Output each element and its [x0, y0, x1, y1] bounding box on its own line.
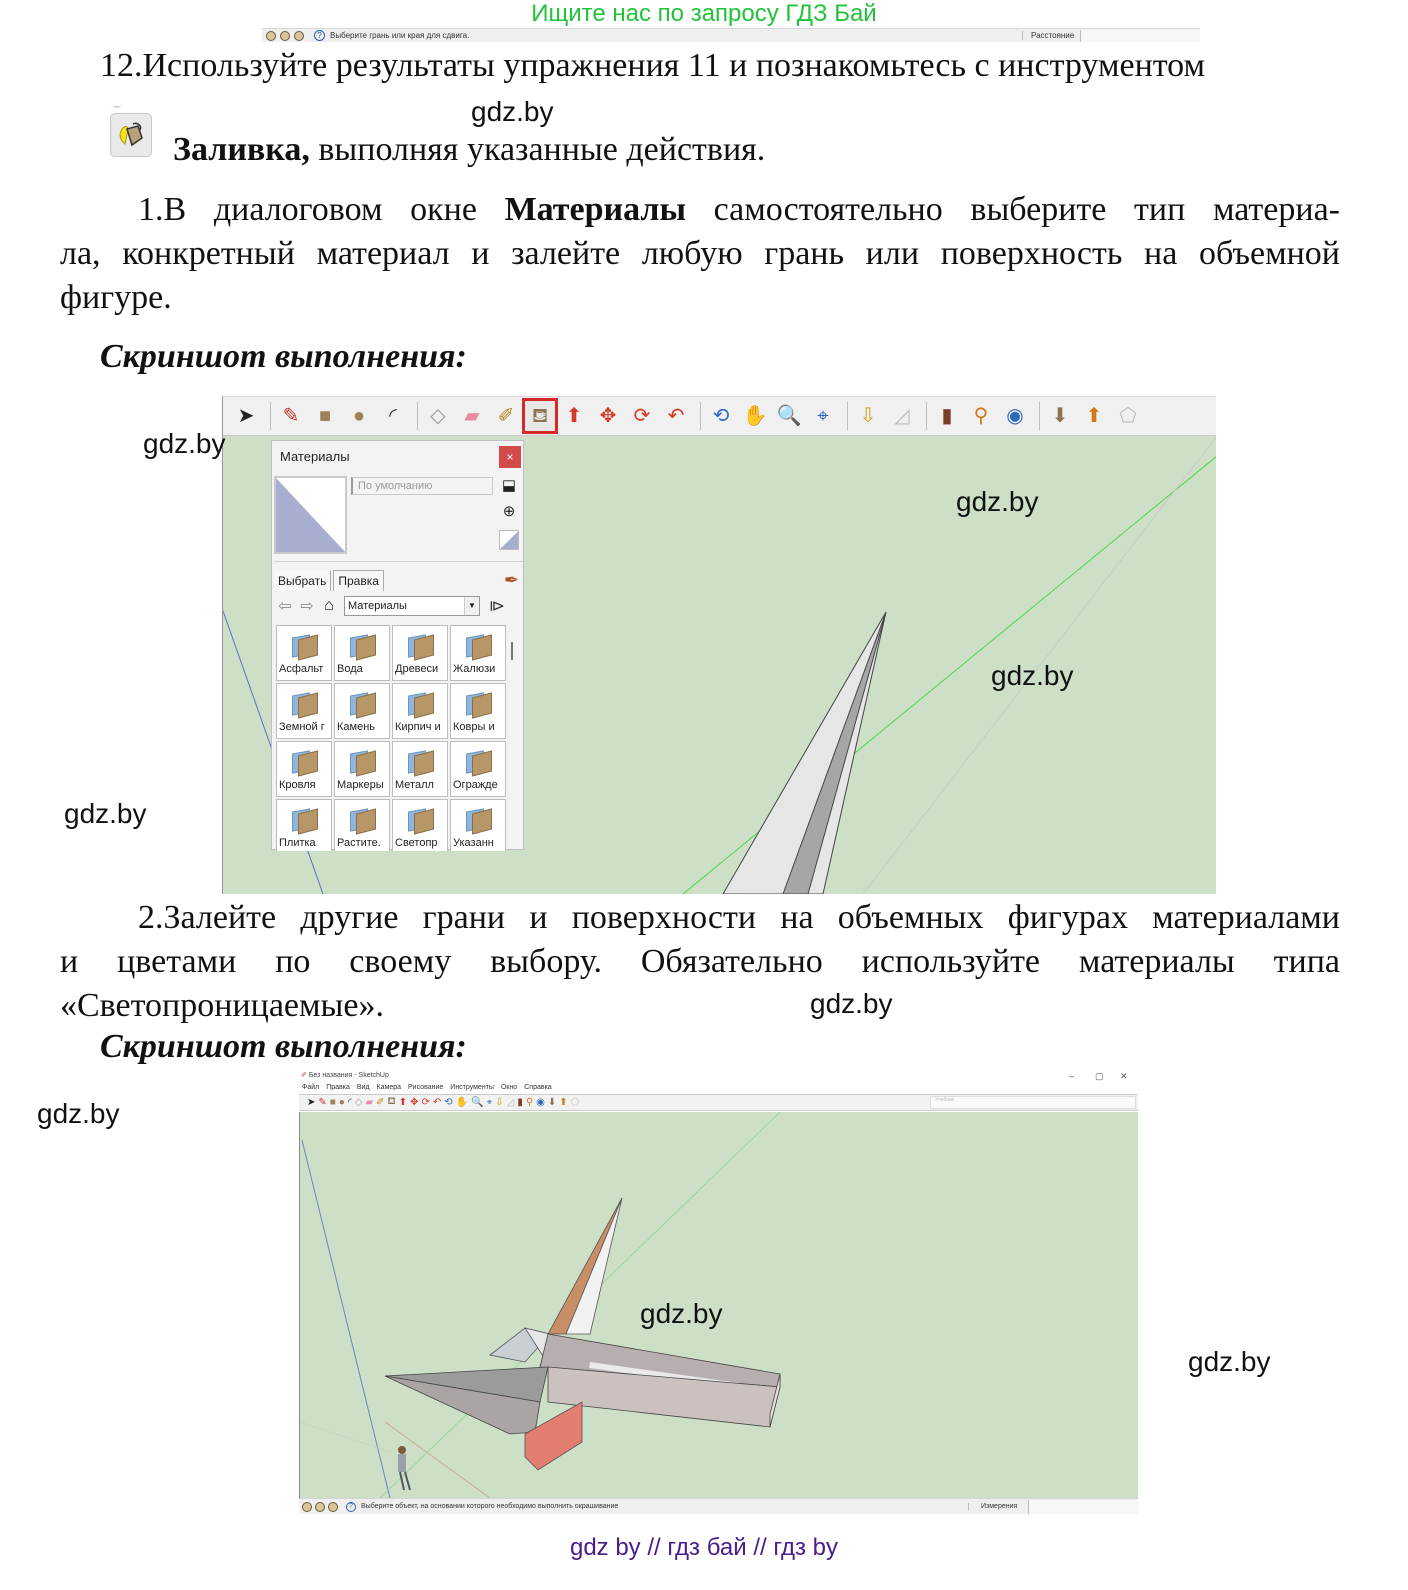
pan-icon[interactable]: ✋: [455, 1097, 469, 1108]
rotate-icon[interactable]: ⟳: [421, 1097, 430, 1108]
push-pull-icon[interactable]: ⬆: [398, 1097, 408, 1108]
home-icon[interactable]: ⌂: [324, 597, 334, 614]
make-component-tool-button[interactable]: [423, 401, 453, 431]
material-folder-label: Земной г: [279, 721, 325, 733]
library-select-value: Материалы: [348, 600, 407, 612]
material-folder[interactable]: [450, 683, 506, 739]
pencil-icon: ✎: [282, 405, 300, 427]
previous-status-bar: [262, 28, 1200, 42]
move-icon[interactable]: ✥: [410, 1097, 419, 1108]
window-title: [301, 1071, 389, 1079]
watermark: gdz.by: [471, 96, 554, 127]
material-folder-label: Асфальт: [279, 663, 324, 675]
folder-icon: [350, 810, 376, 832]
material-folder-label: Указанн: [453, 837, 494, 849]
offset-tool-button[interactable]: [661, 401, 691, 431]
folder-icon: [408, 810, 434, 832]
watermark: gdz.by: [991, 660, 1074, 691]
material-folder[interactable]: [392, 741, 448, 797]
tab-select[interactable]: Выбрать: [274, 571, 331, 591]
circle-tool-button[interactable]: [344, 401, 374, 431]
zoom-icon[interactable]: 🔍: [471, 1097, 484, 1108]
step1-line2: ла, конкретный материал и залейте любую грань или поверхность на объемной: [60, 235, 1340, 272]
chevron-down-icon[interactable]: ▼: [464, 597, 479, 615]
material-folder[interactable]: [450, 625, 506, 681]
materials-tabs: [274, 561, 523, 591]
status-message: Выберите объект, на основании которого необходимо выполнить окрашивание: [361, 1503, 619, 1510]
material-folder[interactable]: [450, 799, 506, 851]
offset-icon: ↶: [667, 405, 685, 427]
credits-icon: [315, 1502, 325, 1512]
watermark: gdz.by: [1188, 1346, 1271, 1377]
measurement-label: Измерения: [968, 1503, 1028, 1510]
material-folder-label: Маркеры: [337, 779, 384, 791]
zoom-icon: 🔍: [776, 405, 802, 427]
select-tool-button[interactable]: [231, 401, 261, 431]
toolbar-separator: [1039, 402, 1040, 430]
step2-line3: «Светопроницаемые».: [60, 987, 384, 1024]
google-earth-icon[interactable]: ◉: [536, 1097, 545, 1108]
material-preview: [274, 476, 347, 554]
3d-warehouse-icon[interactable]: ▮: [517, 1097, 523, 1108]
material-name-field[interactable]: По умолчанию: [351, 477, 493, 495]
material-folder-label: Ковры и: [453, 721, 495, 733]
material-folder[interactable]: [450, 741, 506, 797]
material-folder-label: Плитка: [279, 837, 316, 849]
material-folder[interactable]: [334, 683, 390, 739]
menu-bar: [302, 1084, 552, 1091]
step1-line1: [60, 188, 1340, 232]
share-model-icon[interactable]: ⬆: [559, 1097, 568, 1108]
rectangle-icon[interactable]: ■: [329, 1097, 336, 1108]
forward-arrow-icon[interactable]: ⇨: [300, 598, 314, 615]
step2-line1: 2.Залейте другие грани и поверхности на объемных фигурах материалами: [138, 899, 1340, 936]
back-arrow-icon[interactable]: ⇦: [278, 598, 292, 615]
geo-location-icon: [266, 31, 276, 41]
material-folder-label: Камень: [337, 721, 376, 733]
push-pull-tool-button[interactable]: [559, 401, 589, 431]
status-bar: [299, 1498, 1138, 1514]
step1-rest: самостоятельно выберите тип материа-: [686, 191, 1340, 228]
3d-warehouse-tool-button[interactable]: [932, 401, 962, 431]
sketchup-screenshot-2: [299, 1070, 1138, 1514]
material-folder[interactable]: [276, 799, 332, 851]
folder-icon: [408, 636, 434, 658]
arc-tool-button[interactable]: [378, 401, 408, 431]
materials-nav: [274, 593, 523, 619]
orbit-icon: ⟲: [712, 405, 730, 427]
help-icon: ?: [346, 1502, 356, 1512]
orbit-tool-button[interactable]: [706, 401, 736, 431]
material-folder-label: Светопр: [395, 837, 438, 849]
menu-item[interactable]: Правка: [326, 1084, 350, 1091]
offset-icon[interactable]: ↶: [432, 1097, 442, 1108]
material-folder[interactable]: [276, 683, 332, 739]
eraser-icon: ▰: [464, 405, 480, 427]
get-photo-texture-icon[interactable]: ⚲: [525, 1097, 534, 1108]
scrollbar[interactable]: [506, 624, 518, 849]
pan-icon: ✋: [742, 405, 768, 427]
zoom-tool-button[interactable]: [774, 401, 804, 431]
material-folder-label: Древеси: [395, 663, 439, 675]
folder-icon: [466, 752, 492, 774]
step2-line2: и цветами по своему выбору. Обязательно используйте материалы типа: [60, 943, 1340, 980]
materials-folder-grid: [275, 624, 507, 851]
arc-icon[interactable]: ◜: [347, 1097, 352, 1108]
toggle-terrain-icon[interactable]: ◿: [506, 1097, 515, 1108]
pencil-icon[interactable]: ✎: [318, 1097, 327, 1108]
add-location-tool-button[interactable]: [853, 401, 883, 431]
close-window-button[interactable]: ✕: [1120, 1071, 1128, 1081]
material-folder-label: Жалюзи: [453, 663, 496, 675]
materials-panel: [271, 440, 524, 850]
measurement-label: Расстояние: [1022, 31, 1080, 40]
menu-item[interactable]: Инструменты: [450, 1084, 494, 1091]
close-button[interactable]: ×: [499, 446, 521, 468]
tab-edit[interactable]: Правка: [333, 570, 384, 591]
folder-icon: [466, 694, 492, 716]
material-folder[interactable]: [334, 799, 390, 851]
rectangle-icon: ■: [318, 405, 332, 427]
material-folder[interactable]: [334, 741, 390, 797]
folder-icon: [350, 752, 376, 774]
menu-item[interactable]: Окно: [500, 1084, 518, 1091]
footer-watermark: gdz by // гдз бай // гдз by: [569, 1534, 839, 1561]
create-material-icon[interactable]: ⊕: [502, 503, 516, 520]
folder-icon: [350, 694, 376, 716]
material-folder[interactable]: [276, 741, 332, 797]
watermark: gdz.by: [810, 988, 893, 1019]
tape-measure-icon[interactable]: ✐: [376, 1097, 385, 1108]
share-model-icon: ⬆: [1085, 405, 1103, 427]
sketchup-logo-icon: ✐: [301, 1072, 307, 1079]
extension-warehouse-tool-button[interactable]: [1113, 401, 1143, 431]
pan-tool-button[interactable]: [740, 401, 770, 431]
tape-measure-tool-button[interactable]: [491, 401, 521, 431]
material-folder-label: Кровля: [279, 779, 316, 791]
menu-item[interactable]: Справка: [524, 1084, 552, 1091]
toolbar-separator: [270, 402, 271, 430]
rotate-icon: ⟳: [633, 405, 651, 427]
sketchup-screenshot-1: [222, 396, 1216, 894]
paint-bucket-icon: ⛾: [531, 405, 549, 427]
material-folder-label: Растите.: [337, 837, 381, 849]
push-pull-icon: ⬆: [565, 405, 583, 427]
select-icon[interactable]: ➤: [307, 1097, 316, 1108]
material-folder[interactable]: [392, 799, 448, 851]
make-component-icon[interactable]: ◇: [354, 1097, 363, 1108]
material-folder-label: Вода: [337, 663, 363, 675]
tool-line: [173, 128, 765, 172]
extension-warehouse-icon: ⬠: [1119, 405, 1137, 427]
paint-bucket-icon[interactable]: ⛾: [387, 1096, 396, 1107]
library-select[interactable]: [344, 596, 480, 616]
toolbar-separator: [700, 402, 701, 430]
window-title-text: Без названия - SketchUp: [308, 1072, 389, 1079]
add-location-icon: ⇩: [859, 405, 877, 427]
material-folder[interactable]: [392, 625, 448, 681]
tool-icon-fragment: [113, 102, 121, 108]
google-earth-tool-button[interactable]: [1000, 401, 1030, 431]
circle-icon: ●: [352, 405, 366, 427]
material-folder-label: Металл: [395, 779, 434, 791]
move-icon: ✥: [599, 405, 617, 427]
watermark: gdz.by: [64, 798, 147, 829]
menu-item[interactable]: Файл: [302, 1084, 320, 1091]
step1-prefix: 1.В диалоговом окне: [138, 191, 505, 228]
menu-item[interactable]: Камера: [376, 1084, 402, 1091]
get-photo-texture-icon: ⚲: [973, 405, 989, 427]
step1-line3: фигуре.: [60, 279, 172, 316]
maximize-button[interactable]: ▢: [1095, 1071, 1104, 1081]
circle-icon[interactable]: ●: [338, 1097, 345, 1108]
user-icon: [294, 31, 304, 41]
paint-bucket-icon: [110, 113, 152, 157]
details-icon[interactable]: ⧐: [489, 598, 505, 615]
measurement-box[interactable]: [1080, 30, 1200, 42]
menu-item[interactable]: Вид: [356, 1084, 370, 1091]
add-location-icon[interactable]: ⇩: [495, 1097, 504, 1108]
folder-icon: [466, 636, 492, 658]
rotate-tool-button[interactable]: [627, 401, 657, 431]
screenshot-heading-2: Скриншот выполнения:: [100, 1028, 467, 1065]
3d-warehouse-icon: ▮: [941, 405, 953, 427]
eraser-icon[interactable]: ▰: [365, 1097, 374, 1108]
material-folder[interactable]: [392, 683, 448, 739]
menu-item[interactable]: Рисование: [408, 1084, 444, 1091]
folder-icon: [408, 694, 434, 716]
search-field[interactable]: Учебник: [930, 1096, 1136, 1109]
status-message: Выберите грань или края для сдвига.: [330, 31, 470, 40]
screenshot-heading-1: Скриншот выполнения:: [100, 338, 467, 375]
folder-icon: [466, 810, 492, 832]
folder-icon: [292, 752, 318, 774]
get-models-icon: ⬇: [1051, 405, 1069, 427]
rectangle-tool-button[interactable]: [310, 401, 340, 431]
zoom-extents-icon: ⌖: [817, 405, 829, 427]
select-icon: ➤: [237, 405, 255, 427]
measurement-box[interactable]: [1028, 1500, 1138, 1514]
paint-bucket-tool-button[interactable]: [525, 401, 555, 431]
toggle-terrain-icon: ◿: [894, 405, 910, 427]
step1-bold: Материалы: [504, 191, 687, 228]
folder-icon: [292, 694, 318, 716]
material-folder[interactable]: [276, 625, 332, 681]
watermark: gdz.by: [640, 1298, 723, 1329]
help-icon: ?: [314, 30, 325, 41]
search-banner: Ищите нас по запросу ГДЗ Бай: [531, 0, 877, 27]
geo-location-icon: [302, 1502, 312, 1512]
toolbar-separator: [417, 402, 418, 430]
user-icon: [328, 1502, 338, 1512]
folder-icon: [350, 636, 376, 658]
default-material-icon[interactable]: [499, 530, 519, 550]
arc-icon: ◜: [389, 405, 397, 427]
material-folder-label: Кирпич и: [395, 721, 441, 733]
folder-icon: [292, 636, 318, 658]
extension-warehouse-icon[interactable]: ⬠: [570, 1097, 580, 1108]
pencil-tool-button[interactable]: [276, 401, 306, 431]
move-tool-button[interactable]: [593, 401, 623, 431]
task-intro: 12.Используйте результаты упражнения 11 и познакомьтесь с инструментом: [100, 47, 1206, 84]
toolbar-separator: [926, 402, 927, 430]
eyedropper-icon[interactable]: ✒: [503, 570, 519, 590]
google-earth-icon: ◉: [1006, 405, 1024, 427]
materials-panel-title: Материалы: [280, 449, 350, 464]
watermark: gdz.by: [37, 1098, 120, 1129]
folder-icon: [292, 810, 318, 832]
material-folder[interactable]: [334, 625, 390, 681]
watermark: gdz.by: [956, 486, 1039, 517]
tool-rest: выполняя указанные действия.: [309, 131, 766, 168]
main-toolbar: [223, 396, 1216, 436]
folder-icon: [408, 752, 434, 774]
orbit-icon[interactable]: ⟲: [444, 1097, 453, 1108]
get-photo-texture-tool-button[interactable]: [966, 401, 996, 431]
zoom-extents-icon[interactable]: ⌖: [486, 1097, 493, 1108]
watermark: gdz.by: [143, 428, 226, 459]
material-folder-label: Огражде: [453, 779, 498, 791]
tape-measure-icon: ✐: [497, 405, 515, 427]
tool-name: Заливка,: [173, 131, 310, 168]
toolbar-separator: [847, 402, 848, 430]
get-models-icon[interactable]: ⬇: [547, 1097, 557, 1108]
minimize-button[interactable]: –: [1069, 1071, 1075, 1081]
zoom-extents-tool-button[interactable]: [808, 401, 838, 431]
make-component-icon: ◇: [430, 405, 446, 427]
toggle-terrain-tool-button[interactable]: [887, 401, 917, 431]
credits-icon: [280, 31, 290, 41]
display-secondary-pane-icon[interactable]: ⬓: [501, 477, 517, 494]
get-models-tool-button[interactable]: [1045, 401, 1075, 431]
share-model-tool-button[interactable]: [1079, 401, 1109, 431]
eraser-tool-button[interactable]: [457, 401, 487, 431]
